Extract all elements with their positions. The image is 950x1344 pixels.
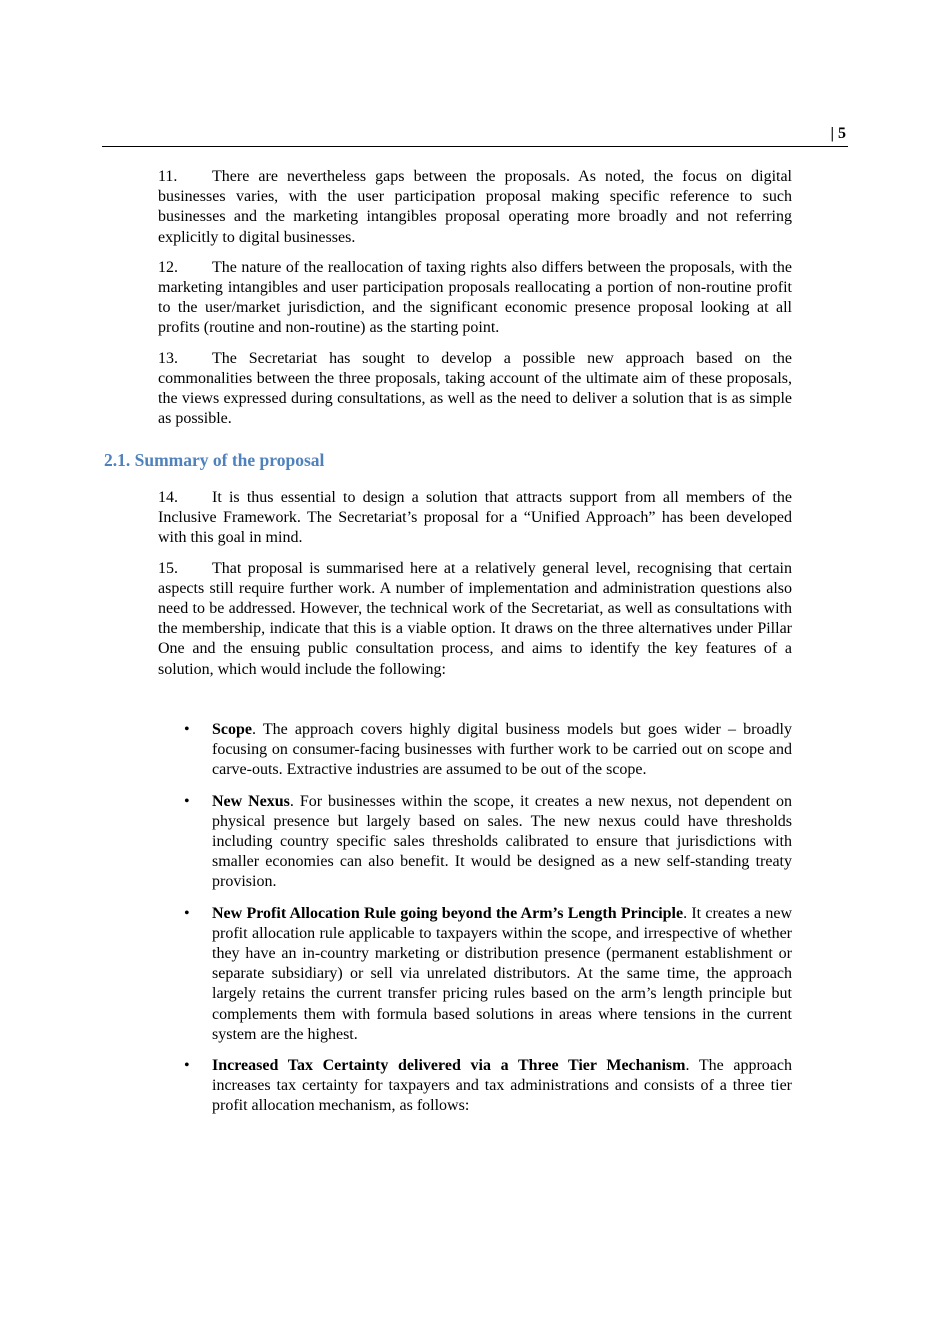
- paragraph-number: 14.: [158, 489, 178, 506]
- paragraph-13: [158, 349, 792, 430]
- paragraph-number: 12.: [158, 258, 178, 276]
- bullet-new-nexus: [184, 792, 792, 893]
- paragraph-number: 15.: [158, 559, 178, 577]
- bullet-text: . The approach increases tax certainty for taxpayers and tax administrations and consists of a three tier profit allocation mechanism, as follows:: [212, 1057, 792, 1115]
- paragraph-12: [158, 258, 792, 339]
- bullet-term: New Profit Allocation Rule going beyond the Arm’s Length Principle: [212, 904, 684, 922]
- section-heading: 2.1. Summary of the proposal: [104, 450, 325, 470]
- paragraph-text: The nature of the reallocation of taxing rights also differs between the proposals, with the marketing intangibles and user participation proposals reallocating a portion of non-routine profit to the user/market jurisdiction, and the significant economic presence proposal looking at all profits (routine and non-routine) as the starting point.: [158, 258, 792, 337]
- paragraph-text: It is thus essential to design a solution that attracts support from all members of the Inclusive Framework. The Secretariat’s proposal for a “Unified Approach” has been developed with this goal in mind.: [158, 489, 792, 547]
- bullet-icon: •: [184, 721, 190, 738]
- bullet-profit-allocation-rule: [184, 904, 792, 1045]
- page-number: | 5: [830, 125, 846, 142]
- paragraph-text: That proposal is summarised here at a relatively general level, recognising that certain aspects still require further work. A number of implementation and administration questions also need to be addressed. However, the technical work of the Secretariat, as well as consultations with the membership, indicate that this is a viable option. It draws on the three alternatives under Pillar One and the ensuing public consultation process, and aims to identify the key features of a solution, which would include the following:: [158, 559, 792, 678]
- paragraph-11: [158, 167, 792, 248]
- bullet-term: Increased Tax Certainty delivered via a Three Tier Mechanism: [212, 1057, 686, 1075]
- paragraph-15: [158, 559, 792, 680]
- bullet-text: . For businesses within the scope, it creates a new nexus, not dependent on physical presence but largely based on sales. The new nexus could have thresholds including country specific sales thresholds calibrated to ensure that jurisdictions with smaller economies can also benefit. It would be designed as a new self-standing treaty provision.: [212, 792, 792, 891]
- bullet-term: New Nexus: [212, 792, 290, 810]
- bullet-scope: [184, 720, 792, 781]
- bullet-text: . The approach covers highly digital business models but goes wider – broadly focusing on consumer-facing businesses with further work to be carried out on scope and carve-outs. Extractive industries are assumed to be out of the scope.: [212, 721, 792, 779]
- bullet-term: Scope: [212, 721, 252, 738]
- paragraph-text: The Secretariat has sought to develop a possible new approach based on the commonalities between the three proposals, taking account of the ultimate aim of these proposals, the views expressed during consultations, as well as the need to deliver a solution that is as simple as possible.: [158, 349, 792, 428]
- paragraph-14: [158, 488, 792, 549]
- bullet-icon: •: [184, 792, 190, 810]
- body-paragraphs-section: [158, 488, 792, 690]
- bullet-icon: •: [184, 904, 190, 922]
- body-paragraphs-top: [158, 167, 792, 439]
- bullet-tax-certainty: [184, 1056, 792, 1117]
- paragraph-number: 13.: [158, 349, 178, 367]
- paragraph-number: 11.: [158, 168, 178, 185]
- header-rule: [102, 146, 848, 147]
- bullet-text: . It creates a new profit allocation rule applicable to taxpayers within the scope, and irrespective of whether they have an in-country marketing or distribution presence (permanent establishment or separate subsidiary) or sell via unrelated distributors. At the same time, the approach largely retains the current transfer pricing rules based on the arm’s length principle but complements them with formula based solutions in areas where tensions in the current system are the highest.: [212, 904, 793, 1043]
- feature-bullet-list: [184, 720, 792, 1128]
- bullet-icon: •: [184, 1057, 190, 1075]
- paragraph-text: There are nevertheless gaps between the proposals. As noted, the focus on digital businesses varies, with the user participation proposal making specific reference to such businesses and the marketing intangibles proposal operating more broadly and not referring explicitly to digital businesses.: [158, 168, 792, 246]
